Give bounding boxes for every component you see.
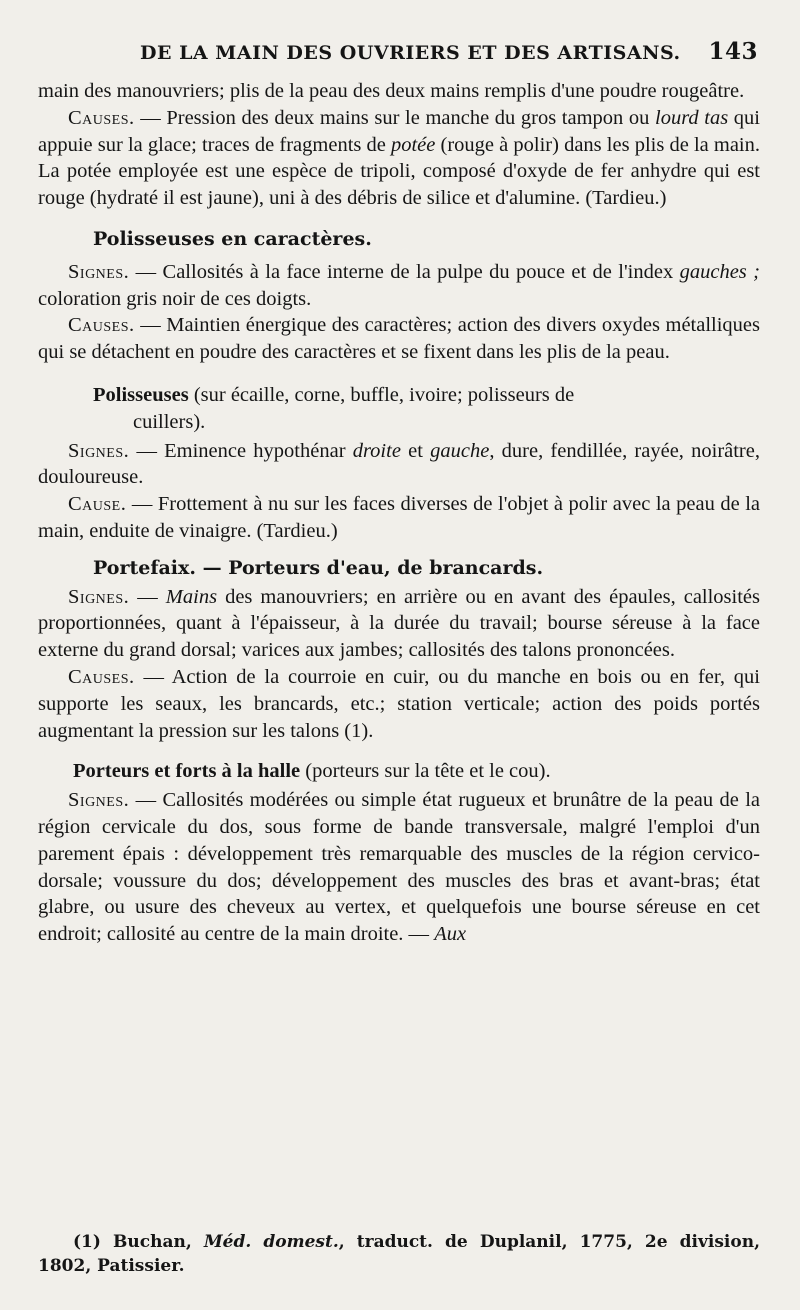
- signes-paragraph: [38, 259, 760, 313]
- page-body: [38, 78, 760, 948]
- cause-label: Cause.: [68, 493, 127, 516]
- heading-continuation: cuillers).: [133, 410, 206, 433]
- causes-label: Causes.: [68, 665, 135, 688]
- page-number: 143: [708, 38, 758, 65]
- section-heading: [38, 382, 760, 436]
- text-run: , traduct. de Duplanil, 1775, 2e division, 1802, Patissier.: [38, 1232, 760, 1276]
- italic-term: gauche: [430, 439, 490, 462]
- causes-paragraph: [38, 312, 760, 366]
- causes-label: Causes.: [68, 314, 135, 337]
- section-heading: [38, 226, 760, 253]
- text-run: coloration gris noir de ces doigts.: [38, 287, 312, 310]
- italic-term: Mains: [165, 585, 218, 608]
- heading-text: Polisseuses: [93, 383, 189, 406]
- heading-text: Porteurs et forts à la halle: [73, 760, 301, 783]
- signes-label: Signes.: [68, 789, 130, 812]
- signes-label: Signes.: [68, 260, 130, 283]
- italic-term: Méd. domest.: [203, 1232, 339, 1252]
- text-run: —: [129, 585, 166, 608]
- causes-paragraph: [38, 105, 760, 212]
- text-run: — Callosités à la face interne de la pulpe du pouce et de l'index: [129, 260, 680, 283]
- signes-paragraph: [38, 584, 760, 664]
- section-heading: [38, 555, 760, 582]
- running-header: [140, 38, 758, 65]
- text-run: et: [400, 439, 431, 462]
- causes-label: Causes.: [68, 106, 135, 129]
- text-run: des manouvriers; en arrière ou en avant des épaules, callosités proportionnées, quant à l'épaisseur, à la durée du travail; bourse séreuse à la face externe du grand dorsal; varices aux jambes; callosités des talons prononcées.: [38, 585, 761, 662]
- italic-term: gauches ;: [679, 260, 760, 283]
- signes-label: Signes.: [68, 585, 130, 608]
- cause-paragraph: [38, 491, 760, 545]
- text-run: , dure, fendillée, rayée, noirâtre, douloureuse.: [38, 439, 760, 489]
- text-run: — Action de la courroie en cuir, ou du manche en bois ou en fer, qui supporte les seaux, les brancards, etc.; station verticale; action des poids portés augmentant la pression sur les talons (1).: [38, 665, 760, 742]
- text-run: — Callosités modérées ou simple état rugueux et brunâtre de la peau de la région cervicale du dos, sous forme de bande transversale, malgré l'emploi d'un parement épais : développement très remarquable des muscles de la région cervico-dorsale; voussure du dos; développement des muscles des bras et avant-bras; état glabre, ou usure des cheveux au vertex, et quelquefois une bourse séreuse en cet endroit; callosité au centre de la main droite. —: [38, 789, 760, 946]
- heading-text: Portefaix. — Porteurs d'eau, de brancards.: [93, 556, 544, 579]
- footnote-text: [38, 1230, 760, 1278]
- footnote: [38, 1230, 760, 1278]
- text-run: (1) Buchan,: [73, 1232, 204, 1252]
- causes-paragraph: [38, 664, 760, 744]
- running-title: DE LA MAIN DES OUVRIERS ET DES ARTISANS.: [140, 42, 681, 64]
- italic-term: lourd tas: [655, 106, 729, 129]
- heading-rest: (porteurs sur la tête et le cou).: [300, 760, 551, 783]
- signes-paragraph: [38, 787, 760, 948]
- heading-text: Polisseuses en caractères.: [93, 227, 372, 250]
- heading-rest: (sur écaille, corne, buffle, ivoire; polisseurs de: [188, 383, 575, 406]
- text-run: — Frottement à nu sur les faces diverses de l'objet à polir avec la peau de la main, enduite de vinaigre. (Tardieu.): [38, 493, 760, 542]
- italic-term: potée: [390, 133, 436, 156]
- text-run: qui appuie sur la glace; traces de fragments de: [38, 106, 761, 156]
- text-run: — Pression des deux mains sur le manche du gros tampon ou: [134, 106, 655, 129]
- signes-paragraph: [38, 438, 760, 492]
- text-run: — Maintien énergique des caractères; action des divers oxydes métalliques qui se détachent en poudre des caractères et se fixent dans les plis de la peau.: [38, 314, 760, 364]
- signes-label: Signes.: [68, 439, 130, 462]
- section-heading: [38, 758, 760, 785]
- paragraph: main des manouvriers; plis de la peau des deux mains remplis d'une poudre rougeâtre.: [38, 80, 745, 102]
- italic-term: Aux: [434, 923, 467, 946]
- text-run: (rouge à polir) dans les plis de la main. La potée employée est une espèce de tripoli, composé d'oxyde de fer anhydre qui est rouge (hydraté il est jaune), uni à des débris de silice et d'alumine. (Tardieu.): [38, 133, 760, 210]
- text-run: — Eminence hypothénar: [129, 439, 353, 462]
- italic-term: droite: [352, 439, 401, 462]
